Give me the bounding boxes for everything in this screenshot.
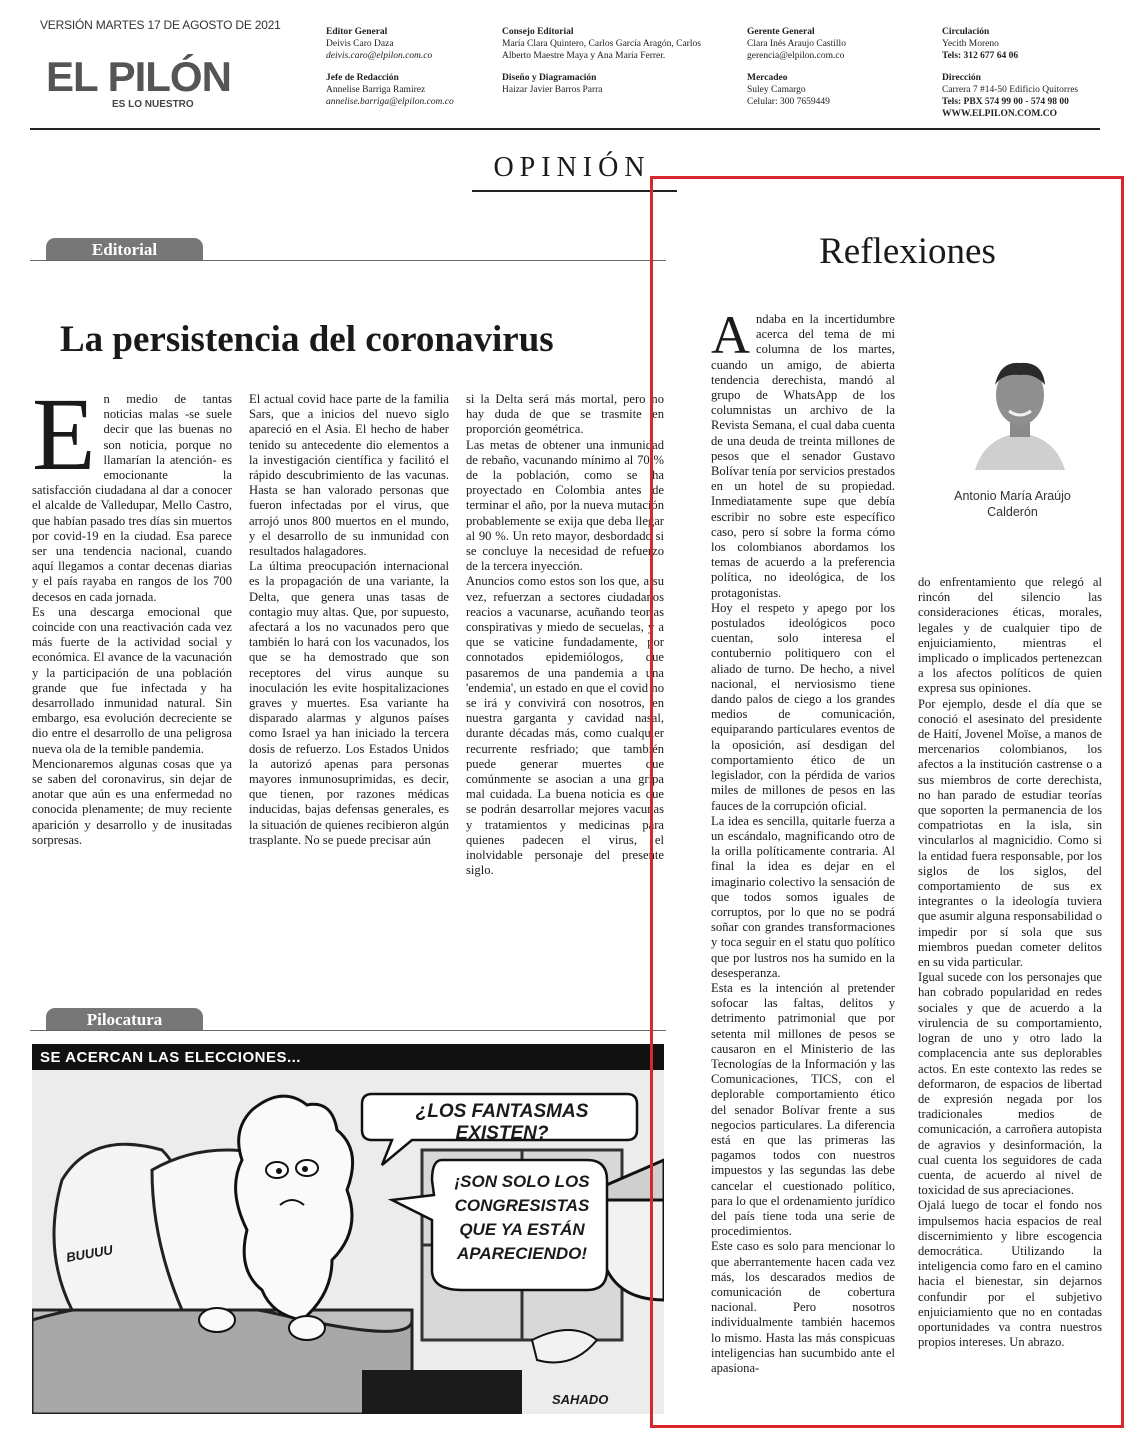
paragraph: Esta es la intención al pretender sofocar las faltas, delitos y detrimento patrimonial que por setenta mil millones de pesos se causaron en el Ministerio de las Tecnologías de la Información y las Comunicaciones, TICS, con el deplorable comportamiento ético del senador Bolívar frente a sus negocios particulares. La diferencia está en que las primeras las pagamos todos con nuestros impuestos y las segundas las debe cancelar el cuestionado político, para lo que el ordenamiento jurídico del país tiene toda una serie de procedimientos. [711, 980, 895, 1239]
staff-phone: Celular: 300 7659449 [747, 97, 830, 107]
paragraph: Las metas de obtener una inmunidad de rebaño, vacunando mínimo al 70 % de la población, como se ha proyectado en Colombia antes de terminar el año, por la nueva mutación probablemente se exija que deba llegar al 90 %. Un reto mayor, desbordado si se concluye la necesidad de refuerzo de la tercera inyección. [466, 437, 664, 574]
cartoonist-signature: SAHADO [552, 1392, 609, 1407]
paragraph: Anuncios como estos son los que, a su vez, refuerzan a sectores ciudadanos reacios a vacunarse, acuñando teorías conspirativas y miedo de secuelas, y a que se vaticine fundadamente, por connotados epidemiólogos, que pasaremos de una pandemia a una 'endemia', un estado en que el covid no se irá y convivirá con nosotros, en nuestra garganta y cavidad nasal, durante décadas más, como cualquier recurrente resfriado; que también puede generar muertes que comúnmente se asocian a una gripa mal cuidada. La buena noticia es que se podrán desarrollar mejores vacunas y tratamientos y medicinas para quienes padecen el virus, el inolvidable personaje del presente siglo. [466, 574, 664, 878]
editorial-headline: La persistencia del coronavirus [60, 319, 554, 360]
staff-role: Editor General [326, 27, 388, 37]
drop-cap: A [711, 305, 750, 365]
drop-cap: E [32, 377, 96, 492]
editorial-column-3 [466, 392, 664, 879]
ghost-sound: BUUUU [65, 1242, 114, 1265]
paragraph: n medio de tantas noticias malas -se suele decir que las buenas no son noticia, porque no llamarían la atención- es emocionante la satisfacción ciudadana al dar a conocer el alcalde de Valledupar, Mello Castro, que habían pasado tres días sin muertos por covid-19 en la ciudad. Esa parece ser una tendencia nacional, cuando aquí llegamos a contar decenas diarias y el país rayaba en rangos de los 700 decesos en cada jornada. [32, 392, 232, 604]
staff-circulation [942, 26, 1117, 120]
staff-name: Deivis Caro Daza [326, 39, 394, 49]
pilocatura-divider [30, 1030, 666, 1031]
paragraph: Es una descarga emocional que coincide con una reactivación cada vez más fuerte de la actividad social y económica. El avance de la vacunación y la participación de una población grande que fue infectada y ha desarrollado inmunidad natural. Sin embargo, esa evolución decreciente se dio entre el desarrollo de una peligrosa nueva ola de la temible pandemia. [32, 604, 232, 756]
cartoon-banner: SE ACERCAN LAS ELECCIONES... [32, 1044, 664, 1070]
tab-pilocatura: Pilocatura [46, 1008, 203, 1030]
newspaper-logo[interactable]: EL PILÓN [46, 53, 231, 100]
column-text-2 [918, 575, 1102, 1350]
staff-phone: Tels: PBX 574 99 00 - 574 98 00 [942, 97, 1069, 107]
staff-name: Suley Camargo [747, 85, 806, 95]
staff-email[interactable]: deivis.caro@elpilon.com.co [326, 51, 433, 61]
editorial-column-2 [249, 392, 449, 848]
staff-name: María Clara Quintero, Carlos García Aragón, Carlos Alberto Maestre Maya y Ana María Ferrer. [502, 39, 701, 61]
cartoon-illustration [32, 1070, 664, 1414]
staff-name: Clara Inés Araujo Castillo [747, 39, 846, 49]
paragraph: La última preocupación internacional es la propagación de una variante, la Delta, que genera unas tasas de contagio muy altas. Que, por supuesto, afectará a los no vacunados pero que también lo hará con los vacunados, los que se ha demostrado que son receptores del virus aunque su inoculación les evite hospitalizaciones graves y muertes. Esa variante ha disparado alarmas y algunos países como Israel ya han iniciado la tercera dosis de refuerzo. Los Estados Unidos la autorizó apenas para personas mayores inmunosuprimidas, es decir, que tienen, por razones médicas inducidas, bajas defensas generales, es la situación de quienes recibieron algún trasplante. No se puede precisar aún [249, 559, 449, 847]
paragraph: si la Delta será más mortal, pero no hay duda de que se trasmite en proporción geométrica. [466, 392, 664, 437]
author-name: Antonio María Araújo Calderón [954, 489, 1071, 519]
paragraph: Hoy el respeto y apego por los postulados ideológicos poco cuentan, solo interesa el contubernio politiquero con el aliado de turno. De hecho, a nivel nacional, el nerviosismo tiene dando palos de ciego a los grandes medios de comunicación, equiparando particulares eventos de la oposición, así desdigan del comportamiento ético de un legislador, con la pérdida de varios miles de millones de pesos en las fauces de la corrupción oficial. [711, 600, 895, 813]
author-portrait [975, 355, 1065, 470]
staff-email[interactable]: gerencia@elpilon.com.co [747, 51, 845, 61]
staff-role: Mercadeo [747, 73, 788, 83]
paragraph: El actual covid hace parte de la familia Sars, que a inicios del nuevo siglo apareció en el Asia. El hecho de haber tenido su antecedente dio elementos a la investigación científica y facilitó el rápido descubrimiento de las vacunas. Hasta se han valorado personas que fueron infectadas por el virus, que arrojó unos 800 muertos en el mundo, y el desarrollo de su inmunidad con resultados halagadores. [249, 392, 449, 559]
editorial-column-1 [32, 377, 232, 848]
section-title: OPINIÓN [493, 152, 651, 183]
speech-bubble-question: ¿LOS FANTASMAS EXISTEN? [415, 1101, 589, 1144]
staff-role: Gerente General [747, 27, 815, 37]
paragraph: ndaba en la incertidumbre acerca del tema de mi columna de los martes, cuando un amigo, de abierta tendencia derechista, mandó al grupo de WhatsApp de los columnistas un archivo de la Revista Semana, el cual daba cuenta de una deuda de treinta millones de pesos que el senador Gustavo Bolívar tenía por servicios prestados en un hotel de su propiedad. Inmediatamente supe que debía escribir no sobre este específico caso, pero sí sobre la forma cómo los colombianos abordamos los temas de acuerdo a la preferencia política, no ideológica, de los protagonistas. [711, 312, 895, 600]
edition-date: VERSIÓN MARTES 17 DE AGOSTO DE 2021 [40, 18, 281, 32]
staff-address: Carrera 7 #14-50 Edificio Quitorres [942, 85, 1079, 95]
column-title: Reflexiones [819, 231, 996, 272]
newspaper-slogan: ES LO NUESTRO [112, 99, 194, 110]
staff-name: Yecith Moreno [942, 39, 999, 49]
staff-name: Annelise Barriga Ramírez [326, 85, 426, 95]
paragraph: Este caso es solo para mencionar lo que aberrantemente hacen cada vez más, los descarados medios de comunicación de cobertura nacional. Pero nosotros individualmente también hacemos lo mismo. Hasta las más conspicuas inteligencias han sucumbido ante el apasiona- [711, 1239, 895, 1376]
masthead-divider [30, 128, 1100, 130]
staff-council [502, 26, 712, 96]
website-link[interactable]: WWW.ELPILON.COM.CO [942, 109, 1057, 119]
paragraph: do enfrentamiento que relegó al rincón del silencio las consideraciones éticas, morales, legales y de cualquier tipo de enjuiciamiento, mientras el implicado o implicados pertenezcan a los afectos políticos de quien expresa sus opiniones. [918, 575, 1102, 696]
staff-management [747, 26, 917, 108]
editorial-divider [30, 260, 666, 261]
paragraph: Por ejemplo, desde el día que se conoció el asesinato del presidente de Haití, Jovenel Moïse, a manos de mercenarios colombianos, los afectos a la institución castrense o a sus miembros de corte derechista, no han parado de estudiar teorías que soporten la permanencia de los compatriotas en la isla, sin vincularlos al magnicidio. Como si la entidad fuera responsable, por los siglos de los siglos, del comportamiento de sus ex integrantes o la ideología tuviera que asumir alguna responsabilidad o impedir por sí sola que sus miembros puedan cometer delitos en su vida particular. [918, 696, 1102, 970]
staff-phone: Tels: 312 677 64 06 [942, 51, 1019, 61]
speech-bubble-answer: ¡SON SOLO LOS CONGRESISTAS QUE YA ESTÁN APARECIENDO! [454, 1172, 590, 1263]
section-underline [472, 190, 677, 192]
paragraph: Mencionaremos algunas cosas que ya se saben del coronavirus, sin dejar de anotar que aún es una enfermedad no conocida plenamente; de muy reciente aparición y desarrollo y de inusitadas sorpresas. [32, 756, 232, 847]
paragraph: Igual sucede con los personajes que han cobrado popularidad en redes sociales y que de acuerdo a la virulencia de su comportamiento, logran de uno y otro lado la complacencia ante sus deplorables actos. En este contexto las redes se deformaron, de espacios de libertad de expresión negada por los tradicionales medios de comunicación, a carroñera autopista de agravios y desinformación, la cual cuenta los seguidores de cada cuenta, de acuerdo al nivel de toxicidad de sus apreciaciones. [918, 970, 1102, 1198]
staff-editor [326, 26, 486, 108]
column-text-1 [711, 305, 895, 1376]
staff-role: Diseño y Diagramación [502, 73, 597, 83]
staff-role: Consejo Editorial [502, 27, 574, 37]
staff-role: Circulación [942, 27, 990, 37]
staff-email[interactable]: annelise.barriga@elpilon.com.co [326, 97, 454, 107]
paragraph: La idea es sencilla, quitarle fuerza a un escándalo, magnificando otro de la orilla políticamente contraria. Al final la idea es dejar en el imaginario colectivo la sensación de que todos somos iguales de corruptos, por lo que no se podrá soñar con grandes transformaciones y toca seguir en el statu quo político que por lustros nos ha sumido en la desesperanza. [711, 813, 895, 980]
tab-editorial: Editorial [46, 238, 203, 260]
author-photo [975, 355, 1065, 470]
staff-role: Jefe de Redacción [326, 73, 399, 83]
staff-role: Dirección [942, 73, 981, 83]
paragraph: Ojalá luego de tocar el fondo nos impulsemos hacia espacios de real discernimiento y libre escogencia democrática. Utilizando la inteligencia como faro en el camino hacia el bienestar, sin dejarnos confundir por el subjetivo enjuiciamiento que no en contadas oportunidades va contra nuestros propios intereses. Un abrazo. [918, 1198, 1102, 1350]
staff-name: Haizar Javier Barros Parra [502, 85, 603, 95]
